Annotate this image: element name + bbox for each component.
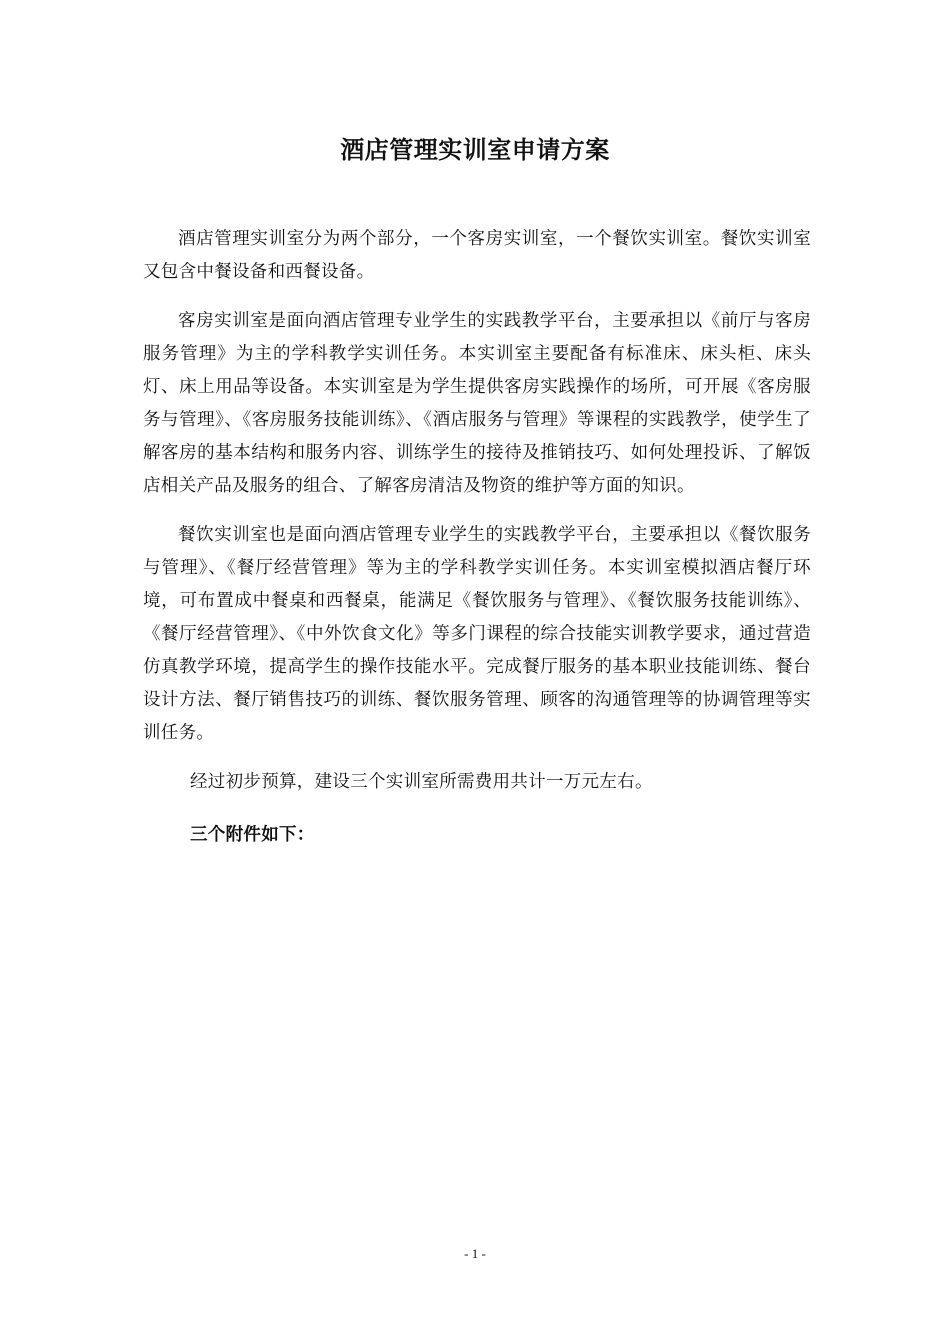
document-title: 酒店管理实训室申请方案 <box>340 135 610 164</box>
paragraph-guest-room-lab: 客房实训室是面向酒店管理专业学生的实践教学平台，主要承担以《前厅与客房服务管理》为主的学科教学实训任务。本实训室主要配备有标准床、床头柜、床头灯、床上用品等设备。本实训室是为学生提供客房实践操作的场所，可开展《客房服务与管理》、《客房服务技能训练》、《酒店服务与管理》等课程的实践教学，使学生了解客房的基本结构和服务内容、训练学生的接待及推销技巧、如何处理投诉、了解饭店相关产品及服务的组合、了解客房清洁及物资的维护等方面的知识。 <box>143 311 811 496</box>
document-body <box>143 223 811 868</box>
attachments-heading: 三个附件如下： <box>190 825 315 845</box>
paragraph-overview: 酒店管理实训室分为两个部分，一个客房实训室，一个餐饮实训室。餐饮实训室又包含中餐设备和西餐设备。 <box>143 229 811 282</box>
paragraph-budget: 经过初步预算，建设三个实训室所需费用共计一万元左右。 <box>190 772 653 792</box>
page-number: - 1 - <box>464 1246 486 1261</box>
paragraph-dining-lab: 餐饮实训室也是面向酒店管理专业学生的实践教学平台，主要承担以《餐饮服务与管理》、《餐厅经营管理》等为主的学科教学实训任务。本实训室模拟酒店餐厅环境，可布置成中餐桌和西餐桌，能满足《餐饮服务与管理》、《餐饮服务技能训练》、《餐厅经营管理》、《中外饮食文化》等多门课程的综合技能实训教学要求，通过营造仿真教学环境，提高学生的操作技能水平。完成餐厅服务的基本职业技能训练、餐台设计方法、餐厅销售技巧的训练、餐饮服务管理、顾客的沟通管理等的协调管理等实训任务。 <box>143 525 811 743</box>
